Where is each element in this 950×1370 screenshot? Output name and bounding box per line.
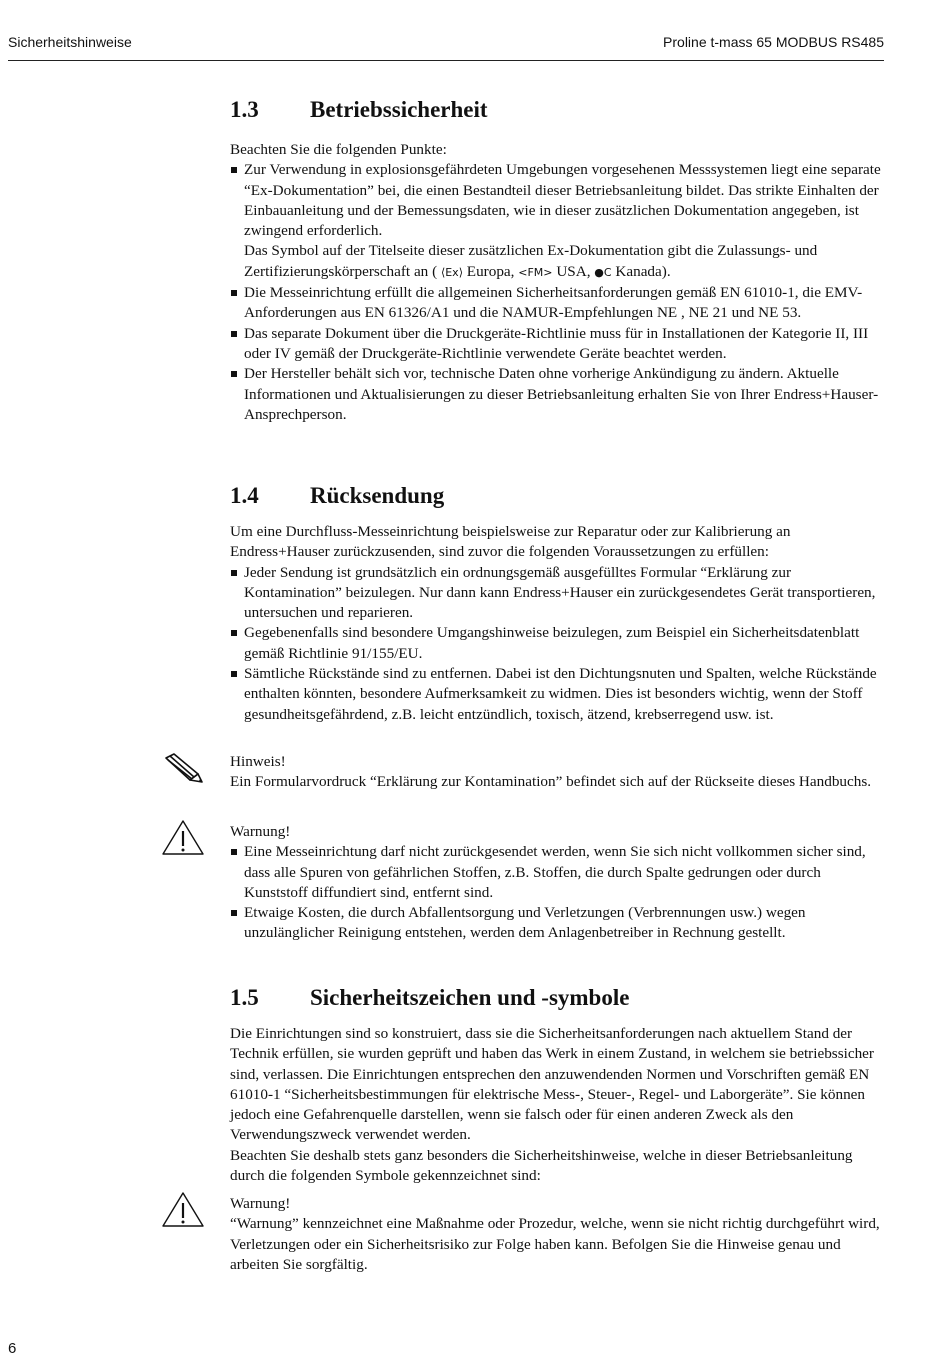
warning-triangle-icon (160, 818, 206, 858)
warning-block (230, 822, 885, 944)
note-text: Ein Formularvordruck “Erklärung zur Kontamination” befindet sich auf der Rückseite dieses Handbuchs. (230, 773, 872, 791)
fm-mark-icon: <FM> (518, 265, 553, 279)
header-section-title: Sicherheitshinweise (8, 34, 132, 50)
section-heading (230, 984, 885, 1012)
usa-label: USA, (556, 262, 591, 280)
intro-text: Beachten Sie die folgenden Punkte: (230, 141, 447, 158)
section-1-4 (230, 482, 885, 725)
section-number: 1.3 (230, 97, 259, 122)
note-label: Hinweis! (230, 753, 286, 770)
warning-label: Warnung! (230, 823, 291, 840)
list-item: Sämtliche Rückstände sind zu entfernen. Dabei ist den Dichtungsnuten und Spalten, welche Rückstände enthalten könnten, besondere Aufmerksamkeit zu widmen. Dies ist besonders wichtig, wenn der Stoff gesundheitsgefährdend, z.B. leicht entzündlich, toxisch, ätzend, krebserregend usw. ist. (230, 664, 885, 725)
list-item: Das separate Dokument über die Druckgeräte-Richtlinie muss für in Installationen der Kategorie II, III oder IV gemäß der Druckgeräte-Richtlinie verwendete Geräte beachtet werden. (230, 324, 885, 365)
section-heading (230, 96, 885, 124)
csa-mark-label: C (603, 265, 612, 279)
section-title: Sicherheitszeichen und -symbole (310, 985, 630, 1010)
section-1-3 (230, 96, 885, 425)
kanada-label: Kanada). (615, 262, 671, 280)
extra-text: Das Symbol auf der Titelseite dieser zusätzlichen Ex-Dokumentation gibt die Zulassungs- und Zertifizierungskörperschaft an ( (244, 242, 818, 280)
page-number: 6 (8, 1340, 17, 1357)
warning-text: “Warnung” kennzeichnet eine Maßnahme oder Prozedur, welche, wenn sie nicht richtig durchgeführt wird, Verletzungen oder ein Sicherheitsrisiko zur Folge haben kann. Befolgen Sie die Hinweise genau und arbeiten Sie sorgfältig. (230, 1215, 880, 1273)
ex-mark-label: Ex (445, 265, 459, 279)
paragraph: Die Einrichtungen sind so konstruiert, dass sie die Sicherheitsanforderungen nach aktuellem Stand der Technik erfüllen, sie wurden geprüft und haben das Werk in einem Zustand, in welchem sie betriebssicher sind, verlassen. Die Einrichtungen entsprechen den anzuwendenden Normen und Vorschriften gemäß EN 61010-1 “Sicherheitsbestimmungen für elektrische Mess-, Steuer-, Regel- und Laborgeräte”. Sie können jedoch eine Gefahrenquelle darstellen, wenn sie falsch oder für einen anderen Zweck als den Verwendungszweck verwendet werden. (230, 1025, 874, 1144)
intro-text: Um eine Durchfluss-Messeinrichtung beispielsweise zur Reparatur oder zur Kalibrierung an Endress+Hauser zurückzusenden, sind zuvor die folgenden Voraussetzungen zu erfüllen: (230, 523, 791, 561)
list-item-extra (244, 241, 885, 283)
list-item: Etwaige Kosten, die durch Abfallentsorgung und Verletzungen (Verbrennungen usw.) wegen unzulänglicher Reinigung entstehen, werden dem Anlagenbetreiber in Rechnung gestellt. (230, 903, 885, 944)
pencil-note-icon (160, 752, 206, 792)
bullet-list (230, 842, 885, 943)
warning-label: Warnung! (230, 1195, 291, 1212)
list-item: Gegebenenfalls sind besondere Umgangshinweise beizulegen, zum Beispiel ein Sicherheitsdatenblatt gemäß Richtlinie 91/155/EU. (230, 623, 885, 664)
ex-mark-icon: ⟨Ex⟩ (440, 265, 463, 279)
header-product-title: Proline t-mass 65 MODBUS RS485 (663, 34, 884, 50)
section-number: 1.4 (230, 483, 259, 508)
page-header (8, 32, 884, 61)
list-item: Die Messeinrichtung erfüllt die allgemeinen Sicherheitsanforderungen gemäß EN 61010-1, die EMV-Anforderungen aus EN 61326/A1 und die NAMUR-Empfehlungen NE , NE 21 und NE 53. (230, 283, 885, 324)
list-item: Eine Messeinrichtung darf nicht zurückgesendet werden, wenn Sie sich nicht vollkommen sicher sind, dass alle Spuren von gefährlichen Stoffen, z.B. Stoffen, die durch Spalte gedrungen oder durch Kunststoff diffundiert sind, entfernt sind. (230, 842, 885, 903)
csa-mark-icon: ●C (594, 265, 612, 279)
note-block (230, 752, 885, 793)
fm-mark-label: FM (527, 265, 544, 279)
warning-block (230, 1194, 885, 1275)
warning-triangle-icon (160, 1190, 206, 1230)
section-title: Rücksendung (310, 483, 445, 508)
section-title: Betriebssicherheit (310, 97, 488, 122)
list-item: Der Hersteller behält sich vor, technische Daten ohne vorherige Ankündigung zu ändern. Aktuelle Informationen und Aktualisierungen zu dieser Betriebsanleitung erhalten Sie von Ihrer Endress+Hauser-Ansprechperson. (230, 364, 885, 425)
paragraph: Beachten Sie deshalb stets ganz besonders die Sicherheitshinweise, welche in dieser Betriebsanleitung durch die folgenden Symbole gekennzeichnet sind: (230, 1146, 853, 1185)
bullet-list (230, 563, 885, 725)
list-item: Jeder Sendung ist grundsätzlich ein ordnungsgemäß ausgefülltes Formular “Erklärung zur Kontamination” beizulegen. Nur dann kann Endress+Hauser ein zurückgesendetes Gerät transportieren, untersuchen und reparieren. (230, 563, 885, 624)
europa-label: Europa, (466, 262, 515, 280)
bullet-list (230, 160, 885, 425)
section-heading (230, 482, 885, 510)
list-item-text: Zur Verwendung in explosionsgefährdeten Umgebungen vorgesehenen Messsystemen liegt eine separate “Ex-Dokumentation” bei, die einen Bestandteil dieser Betriebsanleitung bildet. Das strikte Einhalten der Einbauanleitung und der Bemessungsdaten, wie in dieser zusätzlichen Dokumentation angegeben, ist zwingend erforderlich. (244, 161, 881, 240)
section-number: 1.5 (230, 985, 259, 1010)
list-item (230, 160, 885, 283)
section-1-5 (230, 984, 885, 1186)
